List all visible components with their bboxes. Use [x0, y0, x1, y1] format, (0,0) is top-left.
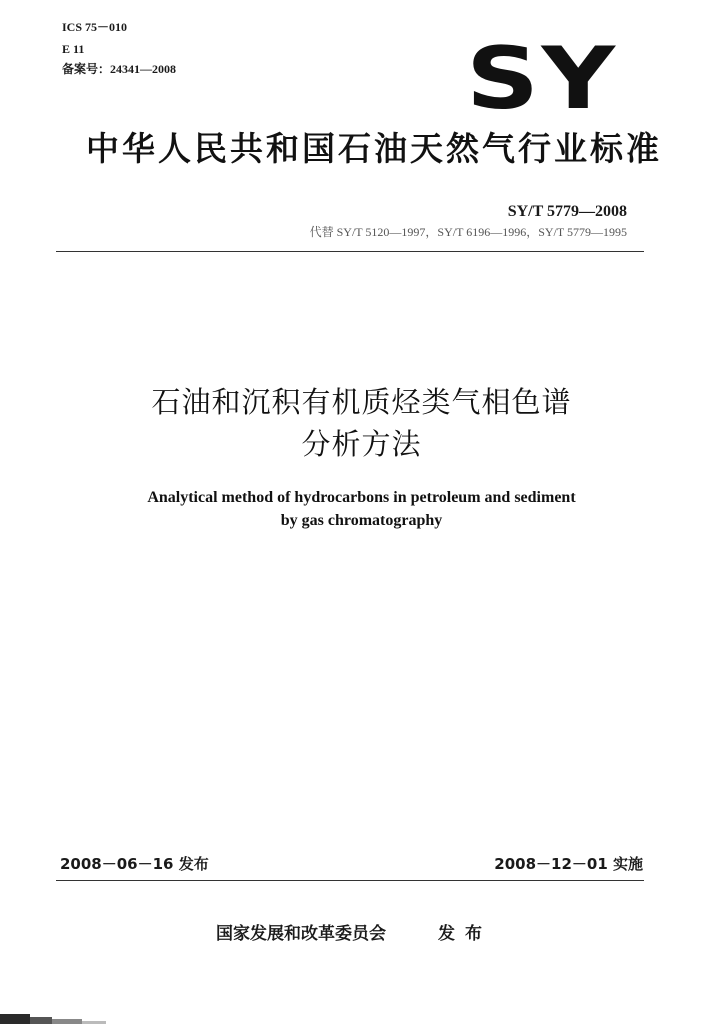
- top-divider: [56, 251, 644, 252]
- category-code: E 11: [62, 42, 85, 56]
- bottom-divider: [56, 880, 644, 881]
- en-title-line2: by gas chromatography: [280, 512, 443, 529]
- en-title-line1: Analytical method of hydrocarbons in petroleum and sediment: [147, 489, 576, 506]
- scan-artifact: [0, 1008, 110, 1024]
- filing-number: 备案号：24341—2008: [62, 62, 177, 76]
- sy-logo: SY: [466, 29, 618, 129]
- standard-title: 中华人民共和国石油天然气行业标准: [86, 129, 662, 168]
- standard-number: SY/T 5779—2008: [507, 203, 627, 220]
- replaces-note: 代替 SY/T 5120—1997，SY/T 6196—1996，SY/T 5779—1995: [309, 225, 627, 239]
- effective-date: 2008－12－01 实施: [494, 855, 643, 873]
- issue-date: 2008－06－16 发布: [60, 855, 209, 873]
- publish-label: 发布: [438, 924, 492, 944]
- cn-title-line2: 分析方法: [301, 427, 422, 461]
- issuing-authority: 国家发展和改革委员会: [216, 924, 386, 944]
- cn-title-line1: 石油和沉积有机质烃类气相色谱: [151, 385, 572, 419]
- ics-code: ICS 75－010: [62, 20, 128, 34]
